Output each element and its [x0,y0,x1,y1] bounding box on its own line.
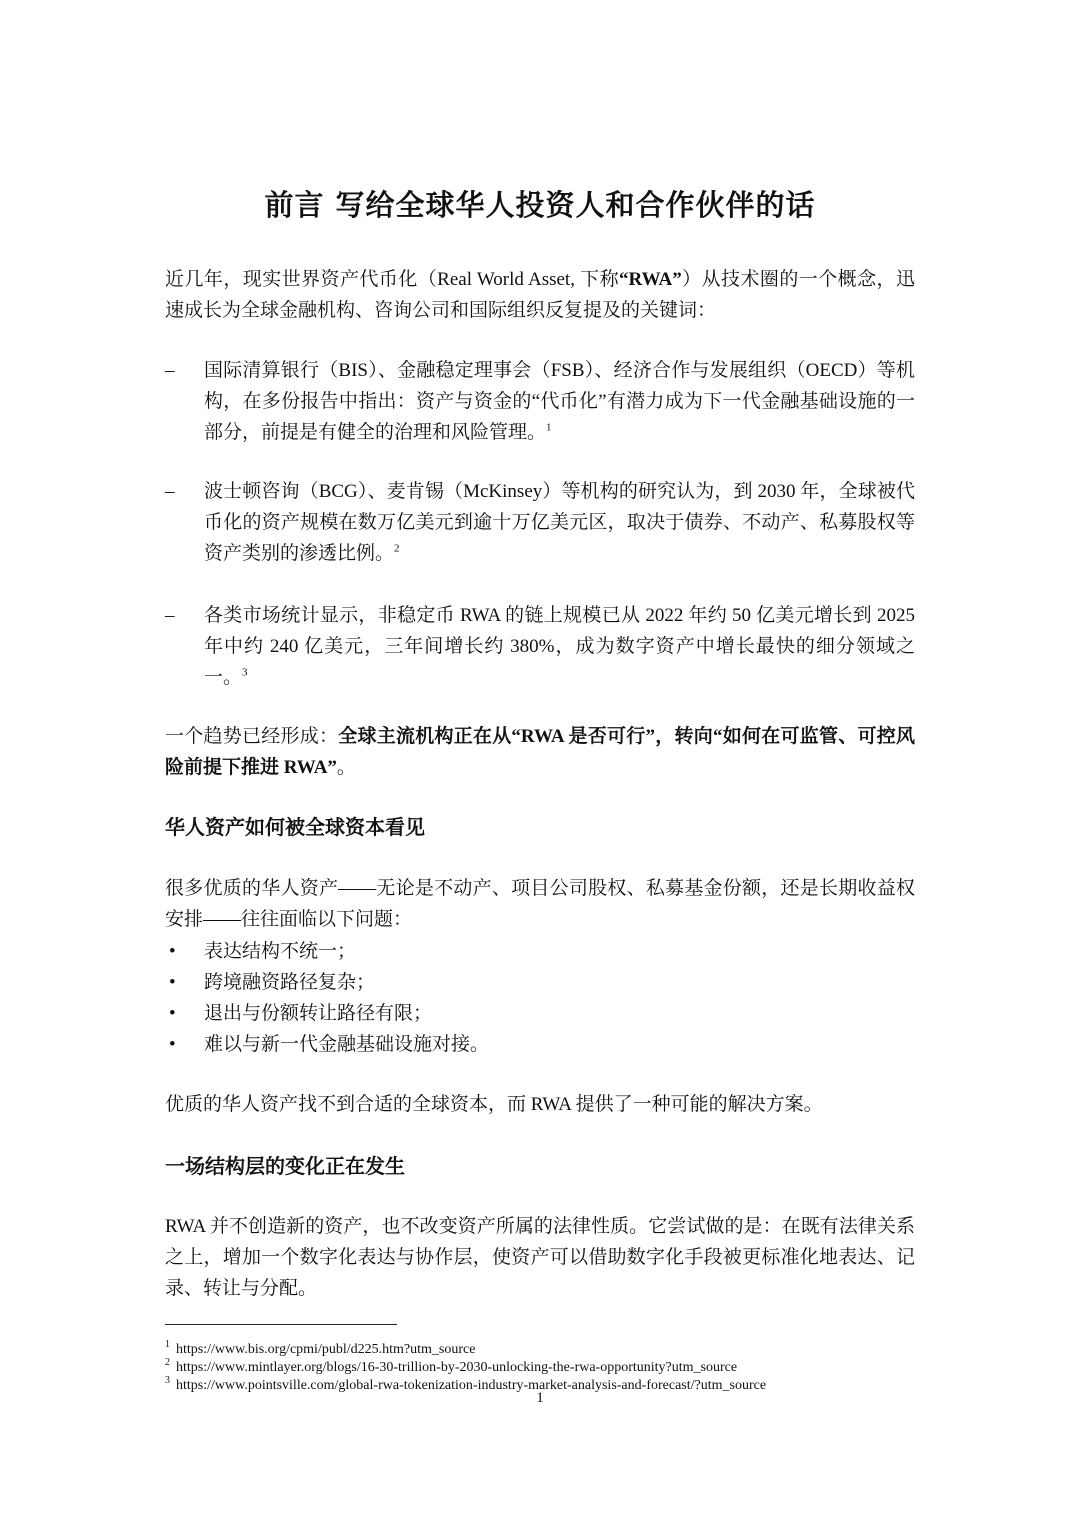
footnote-number: 1 [165,1339,170,1351]
footnote-divider [165,1324,397,1325]
trend-text-before: 一个趋势已经形成： [165,726,339,747]
list-item-text: 跨境融资路径复杂； [204,972,376,993]
point-item [165,476,915,569]
point-item [165,600,915,693]
section2-paragraph: RWA 并不创造新的资产，也不改变资产所属的法律性质。它尝试做的是：在既有法律关系之上，增加一个数字化表达与协作层，使资产可以借助数字化手段被更标准化地表达、记录、转让与分配。 [165,1216,915,1299]
footnote-number: 3 [165,1375,170,1387]
trend-emphasis: 全球主流机构正在从“RWA 是否可行”，转向“如何在可监管、可控风险前提下推进 RWA” [165,726,915,778]
footnote-ref[interactable]: 2 [394,542,400,555]
footnote-link[interactable]: https://www.pointsville.com/global-rwa-tokenization-industry-market-analysis-and-forecast/?utm_source [176,1378,767,1393]
footnote [165,1341,945,1359]
dash-marker: – [165,605,175,626]
footnote-ref[interactable]: 3 [242,666,248,679]
intro-rwa-term: “RWA” [619,269,682,290]
page-number: 1 [536,1390,544,1406]
list-item-text: 表达结构不统一； [204,941,357,962]
point-item [165,355,915,448]
list-item [165,936,915,967]
list-item-text: 退出与份额转让路径有限； [204,1003,433,1024]
list-item [165,967,915,998]
intro-text-after: ）从技术圈的一个概念，迅速成长为全球金融机构、咨询公司和国际组织反复提及的关键词： [165,269,915,321]
bullet-dot: • [169,1034,176,1055]
trend-text-after: 。 [336,757,356,778]
list-item [165,1029,915,1060]
footnote-ref[interactable]: 1 [546,421,552,434]
page-title: 前言 写给全球华人投资人和合作伙伴的话 [264,188,816,222]
footnote-link[interactable]: https://www.bis.org/cpmi/publ/d225.htm?utm_source [176,1342,476,1357]
list-item [165,998,915,1029]
point-text: 波士顿咨询（BCG）、麦肯锡（McKinsey）等机构的研究认为，到 2030 年，全球被代币化的资产规模在数万亿美元到逾十万亿美元区，取决于债券、不动产、私募股权等资产类别的渗透比例。 [204,481,915,564]
footnote-link[interactable]: https://www.mintlayer.org/blogs/16-30-trillion-by-2030-unlocking-the-rwa-opportunity?utm_source [176,1360,738,1375]
intro-paragraph [165,264,915,326]
section-heading: 一场结构层的变化正在发生 [165,1154,405,1178]
list-item-text: 难以与新一代金融基础设施对接。 [204,1034,490,1055]
section1-paragraph: 很多优质的华人资产——无论是不动产、项目公司股权、私募基金份额，还是长期收益权安排——往往面临以下问题： [165,878,915,930]
dash-marker: – [165,481,175,502]
point-text: 各类市场统计显示，非稳定币 RWA 的链上规模已从 2022 年约 50 亿美元增长到 2025 年中约 240 亿美元，三年间增长约 380%，成为数字资产中增长最快的细分领域之一。 [204,605,915,688]
dash-marker: – [165,360,175,381]
footnote [165,1359,945,1377]
bullet-dot: • [169,972,176,993]
section-heading: 华人资产如何被全球资本看见 [165,815,425,839]
intro-text-before: 近几年，现实世界资产代币化（Real World Asset, 下称 [165,269,620,290]
trend-paragraph [165,721,915,783]
bullet-dot: • [169,1003,176,1024]
footnote-number: 2 [165,1357,170,1369]
section1-closing: 优质的华人资产找不到合适的全球资本，而 RWA 提供了一种可能的解决方案。 [165,1094,823,1115]
bullet-dot: • [169,941,176,962]
point-text: 国际清算银行（BIS）、金融稳定理事会（FSB）、经济合作与发展组织（OECD）等机构，在多份报告中指出：资产与资金的“代币化”有潜力成为下一代金融基础设施的一部分，前提是有健全的治理和风险管理。 [204,360,915,443]
footnotes [165,1341,945,1395]
